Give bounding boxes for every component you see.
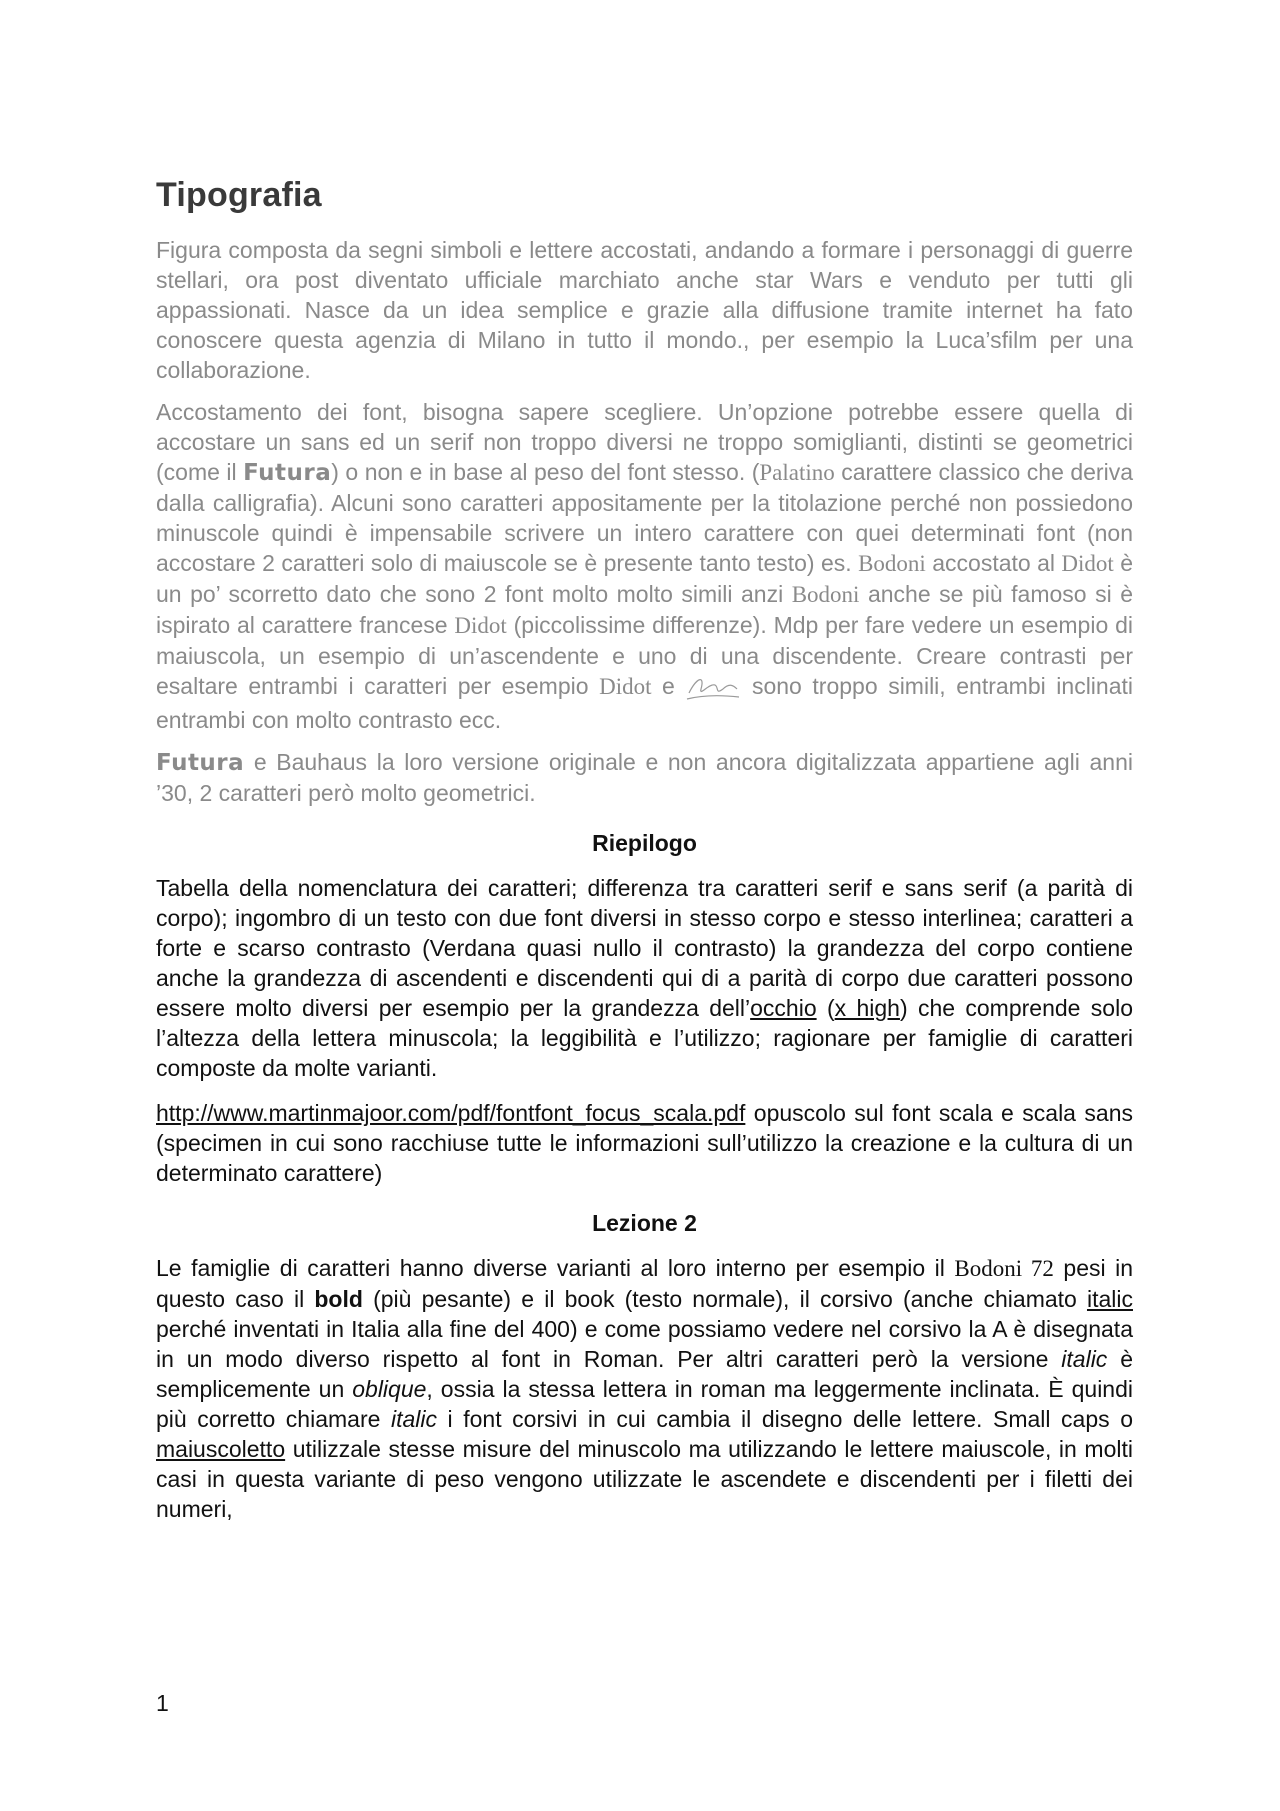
paragraph-intro-text: Figura composta da segni simboli e lettere accostati, andando a formare i personaggi di guerre stellari, ora post diventato ufficiale marchiato anche star Wars e venduto per tutti gli appassionati. Nasce da un idea semplice e grazie alla diffusione tramite internet ha fato conoscere questa agenzia di Milano in tutto il mondo., per esempio la Luca’sfilm per una collaborazione. (156, 237, 1133, 383)
font-sample-futura: Futura (156, 750, 245, 776)
text-segment: i font corsivi in cui cambia il disegno delle lettere. Small caps o (436, 1406, 1133, 1432)
page-content (156, 176, 1133, 1524)
term-maiuscoletto: maiuscoletto (156, 1436, 286, 1462)
text-segment: accostato al (925, 550, 1062, 576)
font-sample-bodoni: Bodoni (791, 582, 860, 607)
font-sample-futura: Futura (243, 460, 332, 486)
text-segment: è semplicemente un (156, 1346, 1133, 1402)
font-sample-didot: Didot (1061, 551, 1114, 576)
text-segment: perché inventati in Italia alla fine del 400) e come possiamo vedere nel corsivo la A è disegnata in un modo diverso rispetto al font in Roman. Per altri caratteri però la versione (156, 1316, 1133, 1372)
term-italic: italic (1061, 1346, 1108, 1372)
text-segment: pesi in questo caso il (156, 1255, 1134, 1312)
term-bold: bold (314, 1286, 363, 1312)
paragraph-intro (156, 235, 1133, 385)
paragraph-lezione-2 (156, 1253, 1133, 1524)
font-sample-didot: Didot (599, 674, 652, 700)
term-x-high: x high (834, 995, 900, 1021)
text-segment: ) o non e in base al peso del font stesso. ( (331, 459, 760, 485)
pdf-link[interactable]: http://www.martinmajoor.com/pdf/fontfont_focus_scala.pdf (156, 1100, 746, 1126)
term-italic: italic (1086, 1286, 1133, 1312)
term-occhio: occhio (750, 995, 817, 1021)
text-segment: sono troppo simili, entrambi inclinati entrambi con molto contrasto ecc. (156, 673, 1134, 733)
text-segment: Tabella della nomenclatura dei caratteri; differenza tra caratteri serif e sans serif (a parità di corpo); ingombro di un testo con due font diversi in stesso corpo e stesso interlinea; caratteri a forte e scarso contrasto (Verdana quasi nullo il contrasto) la grandezza del corpo contiene anche la grandezza di ascendenti e discendenti qui di a parità di corpo due caratteri possono essere molto diversi per esempio per la grandezza dell’ (156, 875, 1133, 1021)
font-sample-palatino: Palatino (759, 460, 835, 485)
text-segment: opuscolo sul font scala e scala sans (specimen in cui sono racchiuse tutte le informazioni sull’utilizzo la creazione e la cultura di un determinato carattere) (156, 1100, 1133, 1186)
text-segment: Le famiglie di caratteri hanno diverse varianti al loro interno per esempio il (156, 1255, 955, 1281)
text-segment: utilizzale stesse misure del minuscolo ma utilizzando le lettere maiuscole, in molti casi in questa variante di peso vengono utilizzate le ascendete e discendenti per i filetti dei numeri, (156, 1436, 1133, 1522)
section-heading-lezione-2: Lezione 2 (592, 1210, 697, 1236)
text-segment: carattere classico che deriva dalla calligrafia). Alcuni sono caratteri appositamente per la titolazione perché non possiedono minuscole quindi è impensabile scrivere un intero carattere con quei determinati font (non accostare 2 caratteri solo di maiuscole se è presente tanto testo) es. (156, 459, 1133, 576)
font-sample-bodoni-72: Bodoni 72 (954, 1256, 1054, 1281)
text-segment: (più pesante) e il book (testo normale), il corsivo (anche chiamato (362, 1286, 1087, 1312)
paragraph-font-pairing (156, 397, 1133, 735)
text-segment: e (651, 673, 686, 700)
text-segment: (piccolissime differenze). Mdp per fare vedere un esempio di maiuscola, un esempio di un’ascendente e uno di una discendente. Creare contrasti per esaltare entrambi i caratteri per esempio (156, 612, 1133, 700)
paragraph-link (156, 1098, 1133, 1188)
section-heading-riepilogo: Riepilogo (592, 830, 697, 856)
text-segment: ( (816, 995, 835, 1021)
text-segment: anche se più famoso si è ispirato al carattere francese (156, 581, 1133, 638)
term-oblique: oblique (352, 1376, 427, 1402)
text-segment: , ossia la stessa lettera in roman ma leggermente inclinata. È quindi più corretto chiamare (156, 1376, 1133, 1432)
term-italic: italic (390, 1406, 437, 1432)
font-sample-didot: Didot (454, 613, 507, 638)
paragraph-futura-bauhaus (156, 747, 1133, 808)
text-segment: e Bauhaus la loro versione originale e non ancora digitalizzata appartiene agli anni ’30, 2 caratteri però molto geometrici. (156, 749, 1133, 806)
zapfino-signature-icon (685, 671, 741, 705)
text-segment: è un po’ scorretto dato che sono 2 font molto molto simili anzi (156, 550, 1133, 607)
text-segment: ) che comprende solo l’altezza della lettera minuscola; la leggibilità e l’utilizzo; ragionare per famiglie di caratteri composte da molte varianti. (156, 995, 1133, 1081)
font-sample-bodoni: Bodoni (858, 551, 926, 576)
paragraph-riepilogo (156, 873, 1133, 1083)
page-number: 1 (156, 1690, 169, 1716)
text-segment: Accostamento dei font, bisogna sapere scegliere. Un’opzione potrebbe essere quella di accostare un sans ed un serif non troppo diversi ne troppo somiglianti, distinti se geometrici (come il (156, 399, 1133, 485)
page-title: Tipografia (156, 176, 322, 214)
